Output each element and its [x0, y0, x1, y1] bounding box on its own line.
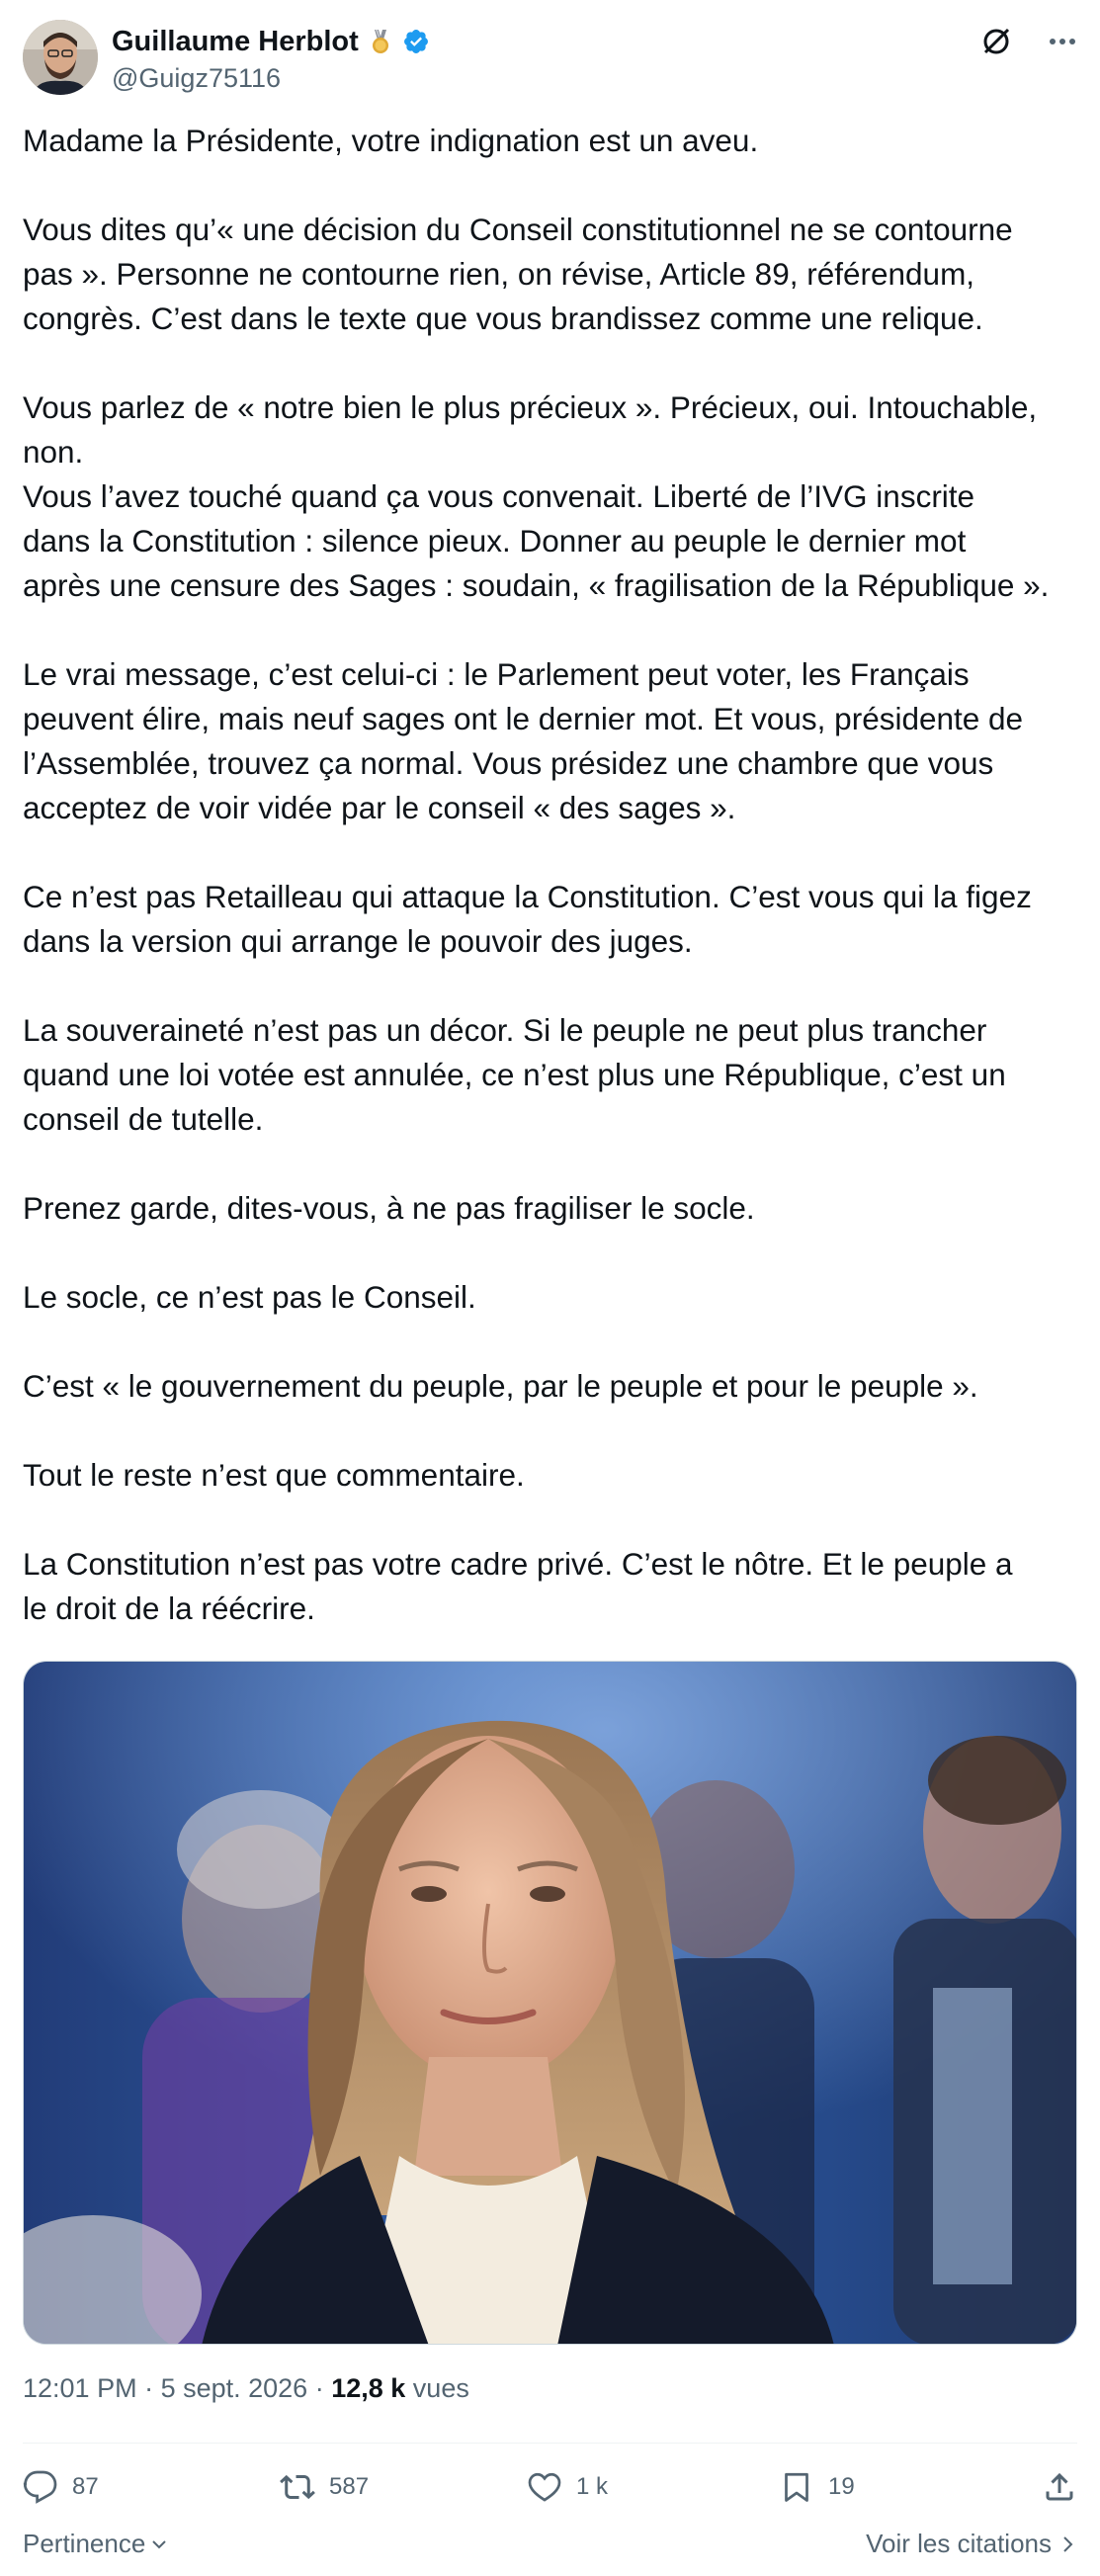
like-count: 1 k: [576, 2473, 609, 2500]
tweet-photo[interactable]: [23, 1661, 1077, 2345]
tweet-line: Le vrai message, c’est celui-ci : le Parlement peut voter, les Français: [23, 656, 970, 692]
tweet-line: quand une loi votée est annulée, ce n’est plus une République, c’est un: [23, 1057, 1006, 1092]
tweet-line: Vous parlez de « notre bien le plus précieux ». Précieux, oui. Intouchable,: [23, 389, 1038, 425]
like-button[interactable]: [527, 2459, 608, 2515]
share-button[interactable]: [1042, 2459, 1077, 2515]
tweet-line: Vous l’avez touché quand ça vous convenait. Liberté de l’IVG inscrite: [23, 478, 975, 514]
tweet-paragraph: [23, 1542, 1077, 1631]
tweet-line: le droit de la réécrire.: [23, 1590, 315, 1626]
tweet-line: congrès. C’est dans le texte que vous brandissez comme une relique.: [23, 301, 983, 336]
tweet-line: dans la version qui arrange le pouvoir des juges.: [23, 923, 693, 959]
views-count: 12,8 k: [331, 2373, 406, 2403]
tweet-header: [23, 20, 1077, 99]
author-block: [112, 22, 430, 94]
reply-button[interactable]: [23, 2459, 99, 2515]
chevron-right-icon: [1059, 2533, 1077, 2555]
tweet-line: acceptez de voir vidée par le conseil « des sages ».: [23, 790, 736, 825]
tweet-line: Madame la Présidente, votre indignation est un aveu.: [23, 123, 759, 158]
tweet-paragraph: [23, 1364, 1077, 1409]
tweet-paragraph: [23, 1186, 1077, 1231]
tweet-line: Ce n’est pas Retailleau qui attaque la Constitution. C’est vous qui la figez: [23, 879, 1032, 914]
tweet-line: C’est « le gouvernement du peuple, par le peuple et pour le peuple ».: [23, 1368, 978, 1404]
tweet-line: peuvent élire, mais neuf sages ont le dernier mot. Et vous, présidente de: [23, 701, 1024, 736]
tweet-line: Prenez garde, dites-vous, à ne pas fragiliser le socle.: [23, 1190, 755, 1226]
repost-button[interactable]: [280, 2459, 369, 2515]
tweet-line: Vous dites qu’« une décision du Conseil constitutionnel ne se contourne: [23, 212, 1013, 247]
share-icon: [1042, 2469, 1077, 2505]
tweet-paragraph: [23, 652, 1077, 830]
grok-icon[interactable]: [980, 26, 1012, 57]
tweet-paragraph: [23, 1453, 1077, 1498]
reply-count: 87: [72, 2473, 99, 2500]
sort-label: Pertinence: [23, 2529, 146, 2558]
replies-footer: [23, 2529, 1077, 2572]
more-icon[interactable]: [1048, 27, 1077, 56]
repost-count: 587: [329, 2473, 370, 2500]
tweet-line: l’Assemblée, trouvez ça normal. Vous présidez une chambre que vous: [23, 745, 994, 781]
author-handle[interactable]: @Guigz75116: [112, 63, 282, 93]
meta-separator: ·: [307, 2373, 332, 2403]
tweet-time[interactable]: 12:01 PM: [23, 2373, 137, 2403]
repost-icon: [280, 2469, 315, 2505]
tweet-line: La souveraineté n’est pas un décor. Si le peuple ne peut plus trancher: [23, 1012, 987, 1048]
tweet-text: [23, 119, 1077, 1631]
tweet-line: pas ». Personne ne contourne rien, on révise, Article 89, référendum,: [23, 256, 975, 292]
quotes-label: Voir les citations: [866, 2529, 1052, 2558]
verified-icon[interactable]: [402, 28, 430, 55]
tweet-line: conseil de tutelle.: [23, 1101, 264, 1137]
tweet-paragraph: [23, 386, 1077, 608]
tweet-paragraph: [23, 875, 1077, 964]
tweet-line: après une censure des Sages : soudain, « fragilisation de la République ».: [23, 567, 1050, 603]
tweet-line: Tout le reste n’est que commentaire.: [23, 1457, 525, 1493]
avatar[interactable]: [23, 20, 98, 95]
tweet-line: dans la Constitution : silence pieux. Donner au peuple le dernier mot: [23, 523, 967, 558]
bookmark-icon: [779, 2469, 814, 2505]
views-label: vues: [412, 2373, 469, 2403]
bookmark-count: 19: [828, 2473, 855, 2500]
heart-icon: [527, 2469, 562, 2505]
meta-separator: ·: [136, 2373, 161, 2403]
chevron-down-icon: [149, 2534, 169, 2554]
view-quotes-link[interactable]: [866, 2529, 1077, 2559]
divider: [23, 2443, 1077, 2444]
tweet-line: Le socle, ce n’est pas le Conseil.: [23, 1279, 476, 1315]
medal-icon: [367, 28, 394, 55]
author-name[interactable]: Guillaume Herblot: [112, 25, 359, 57]
tweet-line: La Constitution n’est pas votre cadre privé. C’est le nôtre. Et le peuple a: [23, 1546, 1013, 1582]
reply-icon: [23, 2469, 58, 2505]
tweet-paragraph: [23, 1275, 1077, 1320]
tweet-paragraph: [23, 119, 1077, 163]
tweet-line: non.: [23, 434, 84, 470]
tweet-meta: [23, 2373, 469, 2404]
tweet-paragraph: [23, 208, 1077, 341]
action-bar: [23, 2459, 1077, 2515]
sort-dropdown[interactable]: [23, 2529, 169, 2559]
tweet-date[interactable]: 5 sept. 2026: [160, 2373, 308, 2403]
bookmark-button[interactable]: [779, 2459, 855, 2515]
tweet-paragraph: [23, 1008, 1077, 1142]
